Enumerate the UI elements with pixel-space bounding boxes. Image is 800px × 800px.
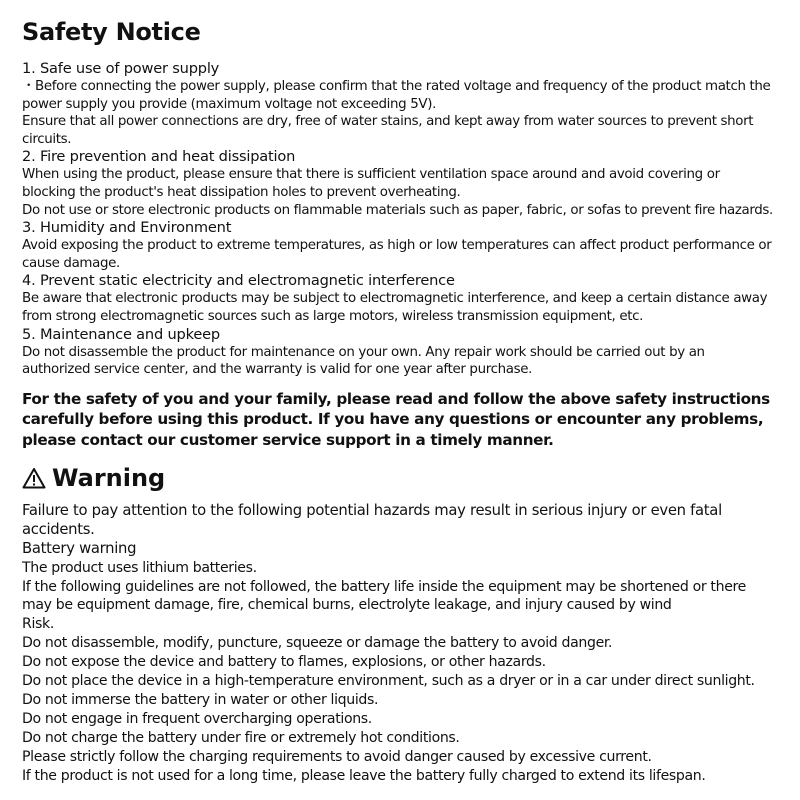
warning-intro-line: Failure to pay attention to the following potential hazards may result in serious injury or even fatal xyxy=(22,502,722,520)
closing-line: carefully before using this product. If you have any questions or encounter any problems, xyxy=(22,410,764,429)
section-line: cause damage. xyxy=(22,255,120,271)
section-line: Be aware that electronic products may be subject to electromagnetic interference, and keep a certain distance away xyxy=(22,291,768,307)
section-line: When using the product, please ensure that there is sufficient ventilation space around and avoid covering or xyxy=(22,167,720,183)
warning-line: Do not charge the battery under fire or extremely hot conditions. xyxy=(22,729,460,746)
warning-heading xyxy=(22,464,790,492)
section-heading: 2. Fire prevention and heat dissipation xyxy=(22,148,296,166)
section-humidity xyxy=(22,219,790,272)
section-line: blocking the product's heat dissipation holes to prevent overheating. xyxy=(22,184,461,200)
warning-line: Do not immerse the battery in water or other liquids. xyxy=(22,691,379,708)
warning-intro-line: accidents. xyxy=(22,521,95,539)
warning-line: Please strictly follow the charging requirements to avoid danger caused by excessive current. xyxy=(22,748,652,765)
warning-line: Do not disassemble, modify, puncture, squeeze or damage the battery to avoid danger. xyxy=(22,635,613,652)
warning-line: Risk. xyxy=(22,616,54,633)
section-maintenance xyxy=(22,326,790,379)
section-line: power supply you provide (maximum voltage not exceeding 5V). xyxy=(22,96,436,112)
section-line: Do not use or store electronic products on flammable materials such as paper, fabric, or sofas to prevent fire hazards. xyxy=(22,202,773,218)
closing-statement xyxy=(22,389,790,451)
warning-title: Warning xyxy=(52,464,166,493)
section-line: authorized service center, and the warranty is valid for one year after purchase. xyxy=(22,362,532,378)
safety-notice-title: Safety Notice xyxy=(22,18,201,46)
battery-warning-list xyxy=(22,559,790,786)
section-static-electricity xyxy=(22,272,790,325)
warning-line: Do not expose the device and battery to flames, explosions, or other hazards. xyxy=(22,654,546,671)
closing-line: For the safety of you and your family, please read and follow the above safety instructions xyxy=(22,389,770,408)
warning-intro xyxy=(22,502,790,540)
section-line: ・Before connecting the power supply, please confirm that the rated voltage and frequency of the product match the xyxy=(22,79,771,94)
warning-line: The product uses lithium batteries. xyxy=(22,559,257,576)
warning-line: If the following guidelines are not followed, the battery life inside the equipment may be shortened or there xyxy=(22,578,746,595)
section-line: Avoid exposing the product to extreme temperatures, as high or low temperatures can affect product performance or xyxy=(22,238,772,254)
section-power-supply xyxy=(22,60,790,148)
warning-line: Do not place the device in a high-temperature environment, such as a dryer or in a car under direct sunlight. xyxy=(22,673,755,690)
section-heading: 5. Maintenance and upkeep xyxy=(22,325,220,343)
battery-warning-heading: Battery warning xyxy=(22,539,137,557)
warning-triangle-icon xyxy=(22,467,46,489)
section-line: from strong electromagnetic sources such as large motors, wireless transmission equipment, etc. xyxy=(22,308,644,324)
section-line: circuits. xyxy=(22,131,72,147)
section-line: Ensure that all power connections are dry, free of water stains, and kept away from water sources to prevent short xyxy=(22,114,754,130)
section-line: Do not disassemble the product for maintenance on your own. Any repair work should be carried out by an xyxy=(22,344,705,360)
warning-line: If the product is not used for a long time, please leave the battery fully charged to extend its lifespan. xyxy=(22,767,706,784)
warning-line: Do not engage in frequent overcharging operations. xyxy=(22,710,372,727)
section-heading: 1. Safe use of power supply xyxy=(22,60,220,77)
warning-line: may be equipment damage, fire, chemical burns, electrolyte leakage, and injury caused by wind xyxy=(22,597,672,614)
section-fire-prevention xyxy=(22,148,790,219)
section-heading: 4. Prevent static electricity and electromagnetic interference xyxy=(22,272,455,290)
section-heading: 3. Humidity and Environment xyxy=(22,219,232,237)
closing-line: please contact our customer service support in a timely manner. xyxy=(22,430,554,449)
